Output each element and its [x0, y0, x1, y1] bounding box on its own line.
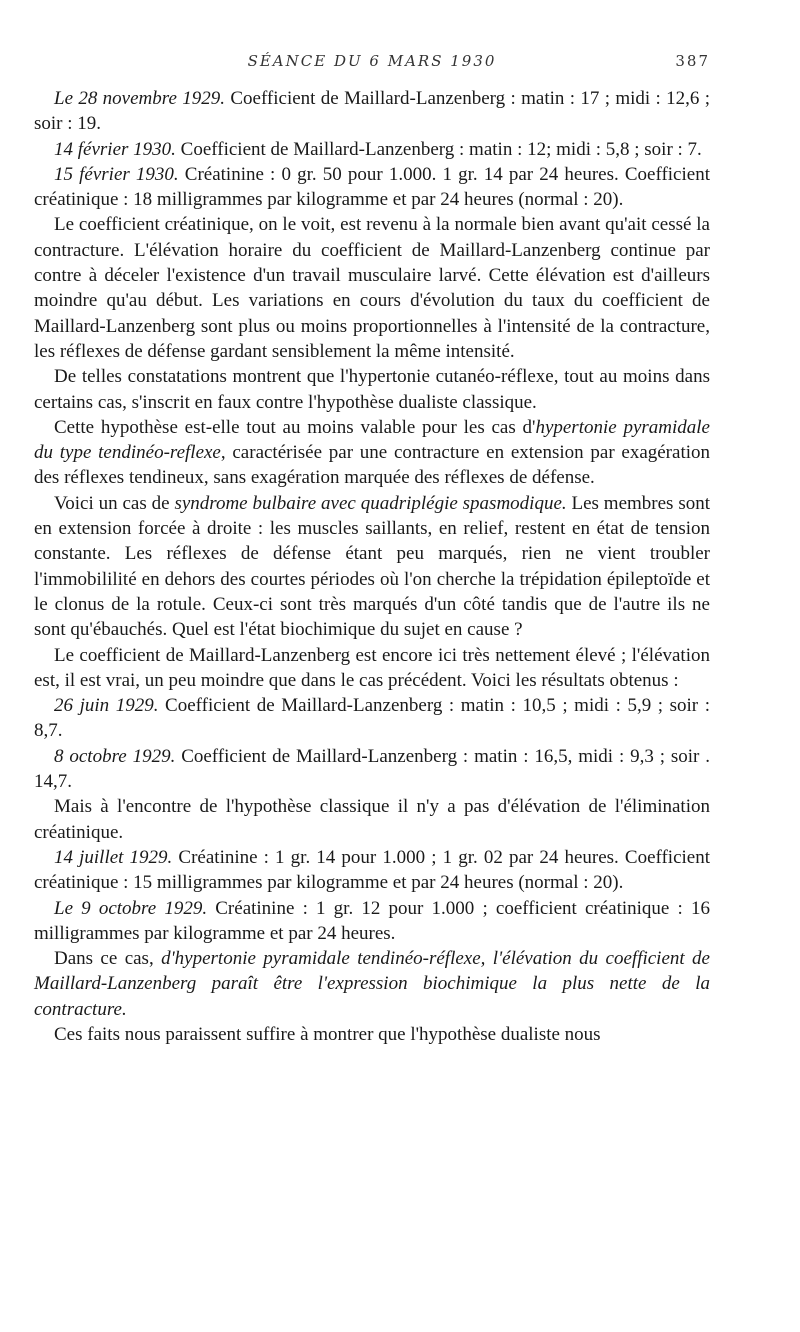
italic-text: hypertonie pyramidale du type tendinéo-reflexe [34, 416, 710, 464]
text-run: Les membres sont en extension forcée à droite : les muscles saillants, en relief, restent en état de tension constante. Les réflexes de défense étant peu marqués, rien ne vient troubler l'immobililité en dehors des courtes périodes où l'on cherche la trépidation épileptoïde et le clonus de la rotule. Ceux-ci sont très marqués d'un côté tandis que de l'autre ils ne sont qu'ébauchés. Quel est l'état biochimique du sujet en cause ? [34, 492, 710, 641]
paragraph [34, 845, 710, 896]
text-run: Voici un cas de [54, 492, 175, 514]
paragraph [34, 162, 710, 213]
page-body [34, 86, 710, 1047]
page-number: 387 [675, 52, 710, 70]
paragraph [34, 212, 710, 364]
text-run: Cette hypothèse est-elle tout au moins valable pour les cas d' [54, 416, 536, 438]
paragraph [34, 86, 710, 137]
italic-text: 15 février 1930. [54, 163, 179, 185]
italic-text: d'hypertonie pyramidale tendinéo-réflexe, l'élévation du coefficient de Maillard-Lanzenberg paraît être l'expression biochimique la plus nette de la contracture. [34, 948, 710, 1020]
paragraph [34, 491, 710, 643]
paragraph [34, 415, 710, 491]
text-run: Coefficient de Maillard-Lanzenberg : matin : 12; midi : 5,8 ; soir : 7. [175, 138, 702, 160]
text-run: Créatinine : 1 gr. 14 pour 1.000 ; 1 gr. 02 par 24 heures. Coefficient créatinique : 15 milligrammes par kilogramme et par 24 heures (normal : 20). [34, 846, 711, 894]
text-run: Dans ce cas, [54, 948, 162, 970]
text-run: Créatinine : 0 gr. 50 pour 1.000. 1 gr. 14 par 24 heures. Coefficient créatinique : 18 milligrammes par kilogramme et par 24 heures (normal : 20). [34, 163, 710, 211]
text-run: Ces faits nous paraissent suffire à montrer que l'hypothèse dualiste nous [54, 1023, 601, 1045]
text-run: De telles constatations montrent que l'hypertonie cutanéo-réflexe, tout au moins dans certains cas, s'inscrit en faux contre l'hypothèse dualiste classique. [34, 366, 710, 413]
text-run: Le coefficient créatinique, on le voit, est revenu à la normale bien avant qu'ait cessé la contracture. L'élévation horaire du coefficient de Maillard-Lanzenberg continue par contre à déceler l'existence d'un travail musculaire larvé. Cette élévation est d'ailleurs moindre qu'au début. Les variations en cours d'évolution du taux du coefficient de Maillard-Lanzenberg sont plus ou moins proportionnelles à l'intensité de la contracture, les réflexes de défense gardant sensiblement la même intensité. [34, 214, 710, 362]
italic-text: 8 octobre 1929. [54, 745, 176, 767]
paragraph [34, 946, 710, 1022]
paragraph [34, 1022, 710, 1047]
paragraph [34, 693, 710, 744]
paragraph [34, 137, 710, 162]
paragraph [34, 896, 710, 947]
italic-text: Le 28 novembre 1929. [54, 88, 225, 109]
italic-text: Le 9 octobre 1929. [54, 897, 208, 919]
italic-text: 26 juin 1929. [54, 695, 159, 717]
running-title: SÉANCE DU 6 MARS 1930 [247, 52, 497, 70]
text-run: Coefficient de Maillard-Lanzenberg : matin : 10,5 ; midi : 5,9 ; soir : 8,7. [34, 695, 710, 742]
text-run: Coefficient de Maillard-Lanzenberg : matin : 17 ; midi : 12,6 ; soir : 19. [34, 88, 710, 135]
text-run: Le coefficient de Maillard-Lanzenberg est encore ici très nettement élevé ; l'élévation est, il est vrai, un peu moindre que dans le cas précédent. Voici les résultats obtenus : [34, 644, 710, 691]
paragraph [34, 364, 710, 415]
paragraph [34, 744, 710, 795]
paragraph [34, 643, 710, 694]
paragraph [34, 794, 710, 845]
text-run: , caractérisée par une contracture en extension par exagération des réflexes tendineux, sans exagération marquée des réflexes de défense. [34, 442, 711, 489]
text-run: Mais à l'encontre de l'hypothèse classique il n'y a pas d'élévation de l'élimination créatinique. [34, 796, 710, 843]
text-run: Créatinine : 1 gr. 12 pour 1.000 ; coefficient créatinique : 16 milligrammes par kilogramme et par 24 heures. [34, 897, 710, 944]
italic-text: syndrome bulbaire avec quadriplégie spasmodique. [174, 492, 567, 514]
italic-text: 14 juillet 1929. [54, 846, 173, 868]
text-run: Coefficient de Maillard-Lanzenberg : matin : 16,5, midi : 9,3 ; soir . 14,7. [34, 745, 710, 793]
running-header [34, 52, 710, 76]
italic-text: 14 février 1930. [54, 138, 176, 160]
